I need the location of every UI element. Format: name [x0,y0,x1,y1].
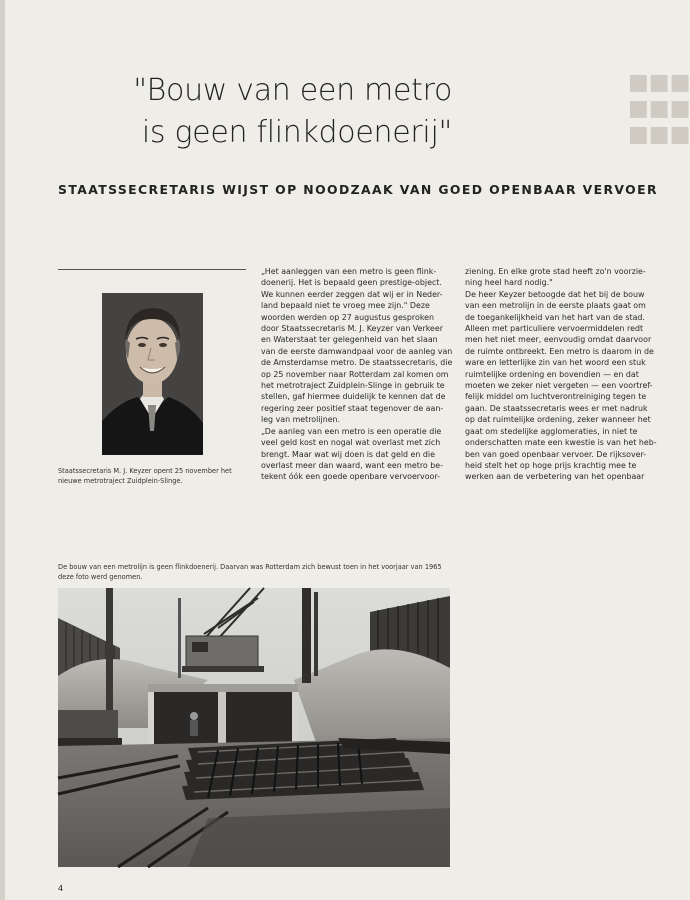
portrait-photo [102,293,203,455]
column-line: doenerij. Het is bepaald geen prestige-object. [261,278,442,288]
column-line: de Amsterdamse metro. De staatssecretaris, die [261,358,453,368]
column-line: „Het aanleggen van een metro is geen flink- [261,267,437,276]
column-line: heid stelt het op hoge prijs krachtig mee te [465,460,637,470]
column-line: leg van metrolijnen. [261,415,341,425]
portrait-image [102,293,203,455]
column-line: tekent óók een goede openbare vervoervoor- [261,472,440,482]
construction-image [58,588,450,867]
column-line: op dat ruimtelijke ordening, zeker wanneer het [465,415,651,425]
headline-line-2: is geen flinkdoenerij" [141,115,452,150]
page-number: 4 [58,884,64,893]
column-line: „De aanleg van een metro is een operatie die [261,426,442,436]
subheading: STAATSSECRETARIS WIJST OP NOODZAAK VAN GOED OPENBAAR VERVOER [58,182,658,197]
column-line: ning heel hard nodig." [465,278,553,288]
column-line: veel geld kost en nogal wat overlast met zich [261,438,441,448]
column-line: en Waterstaat ter gelegenheid van het slaan [261,335,438,345]
column-line: moeten we zeker niet vergeten — een voortref- [465,381,653,391]
column-line: men het niet meer, eenvoudig omdat daarvoor [465,335,652,345]
photo-caption: De bouw van een metrolijn is geen flinkdoenerij. Daarvan was Rotterdam zich bewust toen in het voorjaar van 1965 deze foto werd genomen. [58,563,442,581]
column-line: gaan. De staatssecretaris wees er met nadruk [465,403,648,413]
column-line: ben van goed openbaar vervoer. De rijksover- [465,449,647,459]
page-edge [0,0,5,900]
column-line: de ruimte ontbreekt. Een metro is daarom in de [465,346,654,356]
column-line: overlast meer dan waard, want een metro be- [261,460,443,470]
column-line: op 25 november naar Rotterdam zal komen om [261,369,449,379]
construction-photo [58,588,450,867]
column-line: land bepaald niet te vroeg mee zijn." Deze [261,301,430,311]
column-line: woorden werden op 27 augustus gesproken [261,312,434,322]
column-line: gaat om stedelijke agglomeraties, in niet te [465,426,638,436]
column-line: van een metrolijn in de eerste plaats gaat om [465,301,646,311]
headline-line-1: "Bouw van een metro [133,73,452,108]
column-line: onderschatten mate een kwestie is van het heb- [465,438,657,448]
column-line: het metrotraject Zuidplein-Slinge in gebruik te [261,381,445,391]
column-line: ware en letterlijke zin van het woord een stuk [465,358,646,368]
column-line: van de eerste damwandpaal voor de aanleg van [261,346,453,356]
column-line: ruimtelijke ordening en bovendien — en dat [465,369,639,379]
column-line: regering zeer positief staat tegenover de aan- [261,403,444,413]
column-line: brengt. Maar wat wij doen is dat geld en die [261,449,435,459]
column-line: De heer Keyzer betoogde dat het bij de bouw [465,289,645,299]
column-line: We kunnen eerder zeggen dat wij er in Neder- [261,289,443,299]
column-line: door Staatssecretaris M. J. Keyzer van Verkeer [261,324,443,334]
column-line: ziening. En elke grote stad heeft zo'n voorzie- [465,267,646,276]
divider-rule [58,269,246,270]
bleed-through-text: ■■■ ■■■ ■■■ [628,70,690,147]
article-column-1 [261,266,452,483]
column-line: werken aan de verbetering van het openbaar [465,472,645,482]
column-line: Alleen met particuliere vervoermiddelen redt [465,324,644,334]
portrait-caption: Staatssecretaris M. J. Keyzer opent 25 november het nieuwe metrotraject Zuidplein-Slinge. [58,467,232,485]
column-line: felijk middel om luchtverontreiniging tegen te [465,392,647,402]
column-line: de toegankelijkheid van het hart van de stad. [465,312,645,322]
article-column-2 [465,266,657,483]
column-line: stellen, gaf hiermee duidelijk te kennen dat de [261,392,446,402]
